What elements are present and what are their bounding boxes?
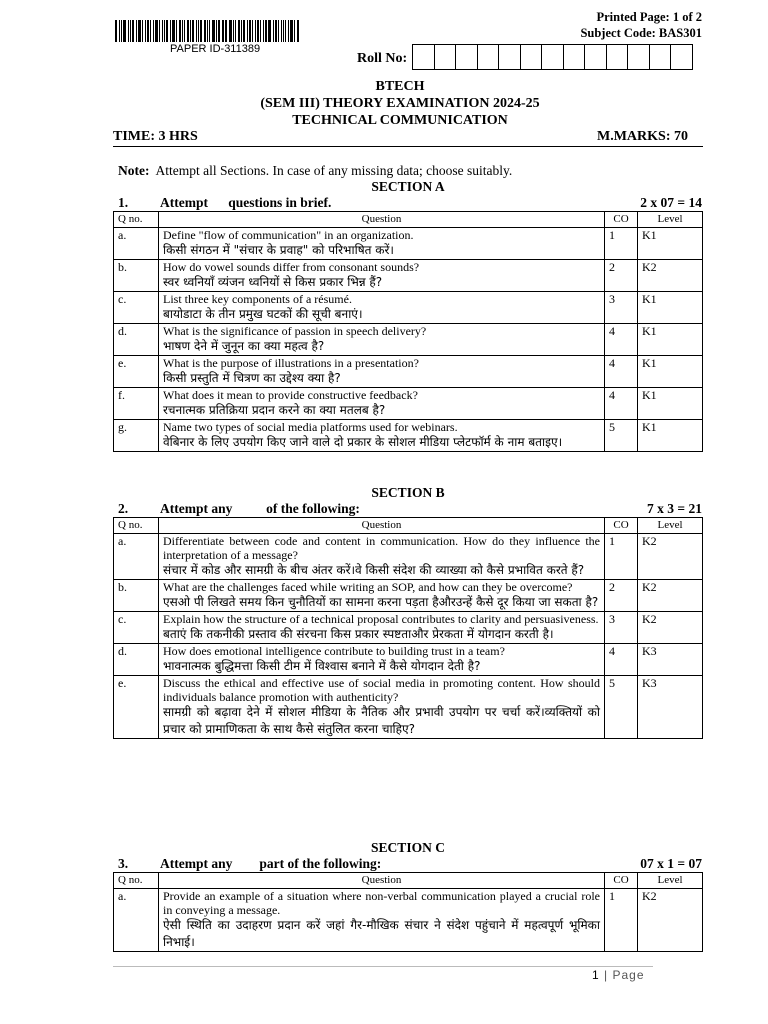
roll-no-box[interactable] [499, 44, 521, 70]
question-row [114, 292, 703, 324]
question-english: What does it mean to provide constructive feedback? [163, 388, 418, 402]
question-hindi: एसओ पी लिखते समय किन चुनौतियों का सामना करना पड़ता हैऔरउन्हें कैसे दूर किया जा सकता है? [163, 595, 599, 609]
course-outcome: 3 [605, 292, 638, 324]
table-header-row [114, 212, 703, 228]
question-hindi: भावनात्मक बुद्धिमत्ता किसी टीम में विश्वास बनाने में कैसे योगदान देती है? [163, 659, 481, 673]
section-b-title: SECTION B [371, 485, 445, 500]
bloom-level: K1 [638, 292, 703, 324]
bloom-level: K1 [638, 228, 703, 260]
question-label: b. [114, 260, 159, 292]
header-qno: Q no. [114, 873, 159, 889]
question-row [114, 612, 703, 644]
question-label: e. [114, 676, 159, 739]
question-number: 2. [118, 501, 129, 516]
bloom-level: K1 [638, 420, 703, 452]
bloom-level: K2 [638, 889, 703, 952]
question-text [159, 612, 605, 644]
section-a-table [113, 211, 703, 452]
question-hindi: ऐसी स्थिति का उदाहरण प्रदान करें जहां गैर-मौखिक संचार ने संदेश पहुंचाने में महत्वपूर्ण भूमिका निभाई। [163, 918, 600, 949]
question-row [114, 889, 703, 952]
question-english: Provide an example of a situation where non-verbal communication played a crucial role in conveying a message. [163, 889, 600, 917]
section-b-heading [118, 501, 360, 517]
question-english: What is the purpose of illustrations in a presentation? [163, 356, 419, 370]
bloom-level: K2 [638, 580, 703, 612]
roll-no-label: Roll No: [357, 51, 408, 66]
question-hindi: रचनात्मक प्रतिक्रिया प्रदान करने का क्या मतलब है? [163, 403, 386, 417]
header-divider [113, 146, 703, 147]
course-outcome: 1 [605, 889, 638, 952]
question-english: Differentiate between code and content in communication. How do they influence the interpretation of a message? [163, 534, 600, 562]
question-text [159, 292, 605, 324]
question-text [159, 388, 605, 420]
roll-no-box[interactable] [456, 44, 478, 70]
header-question: Question [159, 212, 605, 228]
question-label: f. [114, 388, 159, 420]
question-label: e. [114, 356, 159, 388]
question-row [114, 356, 703, 388]
question-row [114, 324, 703, 356]
question-label: d. [114, 324, 159, 356]
question-english: Define "flow of communication" in an organization. [163, 228, 414, 242]
section-b-table [113, 517, 703, 739]
course-outcome: 5 [605, 420, 638, 452]
section-c-title: SECTION C [371, 840, 445, 855]
bloom-level: K1 [638, 356, 703, 388]
question-label: a. [114, 228, 159, 260]
question-row [114, 534, 703, 580]
course-outcome: 5 [605, 676, 638, 739]
section-c-marks: 07 x 1 = 07 [640, 856, 702, 871]
bloom-level: K2 [638, 534, 703, 580]
question-text [159, 324, 605, 356]
instruction: Attempt questions in brief. [160, 195, 332, 210]
header-question: Question [159, 518, 605, 534]
bloom-level: K1 [638, 324, 703, 356]
question-row [114, 420, 703, 452]
page-num: 1 [592, 968, 600, 982]
question-label: c. [114, 612, 159, 644]
roll-no-box[interactable] [542, 44, 564, 70]
question-text [159, 260, 605, 292]
question-label: g. [114, 420, 159, 452]
question-label: a. [114, 889, 159, 952]
subject-title: TECHNICAL COMMUNICATION [292, 113, 508, 128]
header-level: Level [638, 873, 703, 889]
roll-no-box[interactable] [478, 44, 500, 70]
question-text [159, 580, 605, 612]
question-text [159, 228, 605, 260]
course-outcome: 4 [605, 324, 638, 356]
barcode [115, 20, 300, 42]
question-row [114, 580, 703, 612]
course-outcome: 1 [605, 534, 638, 580]
section-a-title: SECTION A [371, 179, 445, 194]
table-header-row [114, 873, 703, 889]
roll-no-box[interactable] [564, 44, 586, 70]
note-label: Note: [118, 163, 150, 178]
header-co: CO [605, 873, 638, 889]
roll-no-box[interactable] [435, 44, 457, 70]
question-hindi: संचार में कोड और सामग्री के बीच अंतर करें।वे किसी संदेश की व्याख्या को कैसे प्रभावित करते हैं? [163, 563, 585, 577]
question-text [159, 676, 605, 739]
question-english: How does emotional intelligence contribute to building trust in a team? [163, 644, 505, 658]
question-english: Discuss the ethical and effective use of social media in promoting content. How should individuals balance promotion with authenticity? [163, 676, 600, 704]
max-marks: M.MARKS: 70 [597, 129, 688, 144]
header-qno: Q no. [114, 212, 159, 228]
roll-no-box[interactable] [607, 44, 629, 70]
question-hindi: किसी प्रस्तुति में चित्रण का उद्देश्य क्या है? [163, 371, 341, 385]
question-text [159, 420, 605, 452]
bloom-level: K2 [638, 612, 703, 644]
section-c-heading [118, 856, 381, 872]
exam-time: TIME: 3 HRS [113, 129, 198, 144]
question-text [159, 356, 605, 388]
question-hindi: किसी संगठन में "संचार के प्रवाह" को परिभाषित करें। [163, 243, 394, 257]
question-hindi: बताएं कि तकनीकी प्रस्ताव की संरचना किस प्रकार स्पष्टताऔर प्रेरकता में योगदान करती है। [163, 627, 554, 641]
page-number [592, 968, 645, 982]
roll-no-boxes[interactable] [412, 44, 693, 70]
course-outcome: 1 [605, 228, 638, 260]
bloom-level: K3 [638, 644, 703, 676]
question-label: d. [114, 644, 159, 676]
roll-no-box[interactable] [671, 44, 693, 70]
question-text [159, 889, 605, 952]
roll-no-box[interactable] [521, 44, 543, 70]
header-co: CO [605, 212, 638, 228]
course-outcome: 2 [605, 260, 638, 292]
question-row [114, 260, 703, 292]
table-header-row [114, 518, 703, 534]
question-row [114, 644, 703, 676]
course-outcome: 4 [605, 356, 638, 388]
question-english: Name two types of social media platforms used for webinars. [163, 420, 458, 434]
question-hindi: वेबिनार के लिए उपयोग किए जाने वाले दो प्रकार के सोशल मीडिया प्लेटफॉर्म के नाम बताइए। [163, 435, 563, 449]
question-hindi: भाषण देने में जुनून का क्या महत्व है? [163, 339, 325, 353]
question-label: b. [114, 580, 159, 612]
question-row [114, 676, 703, 739]
header-level: Level [638, 212, 703, 228]
printed-page-info [520, 9, 702, 41]
roll-no-box[interactable] [628, 44, 650, 70]
note-text: Attempt all Sections. In case of any missing data; choose suitably. [155, 163, 513, 178]
question-text [159, 644, 605, 676]
question-text [159, 534, 605, 580]
question-row [114, 228, 703, 260]
roll-no-box[interactable] [413, 44, 435, 70]
footer-divider [113, 966, 653, 967]
page-label: | Page [599, 968, 645, 982]
course-title: BTECH [375, 79, 425, 94]
header-qno: Q no. [114, 518, 159, 534]
question-label: a. [114, 534, 159, 580]
question-english: List three key components of a résumé. [163, 292, 352, 306]
question-number: 3. [118, 856, 129, 871]
exam-title: (SEM III) THEORY EXAMINATION 2024-25 [260, 96, 540, 111]
instruction: Attempt any part of the following: [160, 856, 382, 871]
header-co: CO [605, 518, 638, 534]
course-outcome: 4 [605, 644, 638, 676]
question-english: What is the significance of passion in speech delivery? [163, 324, 427, 338]
course-outcome: 2 [605, 580, 638, 612]
course-outcome: 4 [605, 388, 638, 420]
course-outcome: 3 [605, 612, 638, 644]
question-number: 1. [118, 195, 129, 210]
instruction: Attempt any of the following: [160, 501, 360, 516]
roll-no-box[interactable] [585, 44, 607, 70]
question-row [114, 388, 703, 420]
subject-code: Subject Code: BAS301 [580, 26, 702, 40]
note [118, 163, 512, 179]
question-hindi: स्वर ध्वनियाँ व्यंजन ध्वनियों से किस प्रकार भिन्न हैं? [163, 275, 383, 289]
question-english: Explain how the structure of a technical proposal contributes to clarity and persuasiveness. [163, 612, 599, 626]
section-b-marks: 7 x 3 = 21 [647, 501, 702, 516]
section-c-table [113, 872, 703, 952]
printed-page: Printed Page: 1 of 2 [596, 10, 702, 24]
bloom-level: K3 [638, 676, 703, 739]
question-english: How do vowel sounds differ from consonant sounds? [163, 260, 420, 274]
question-hindi: सामग्री को बढ़ावा देने में सोशल मीडिया के नैतिक और प्रभावी उपयोग पर चर्चा करें।व्यक्तियों को प्रचार को प्रामाणिकता के साथ कैसे संतुलित करना चाहिए? [163, 705, 600, 736]
roll-no-box[interactable] [650, 44, 672, 70]
bloom-level: K1 [638, 388, 703, 420]
header-level: Level [638, 518, 703, 534]
bloom-level: K2 [638, 260, 703, 292]
section-a-heading [118, 195, 331, 211]
paper-id: PAPER ID-311389 [170, 43, 261, 55]
question-label: c. [114, 292, 159, 324]
question-english: What are the challenges faced while writing an SOP, and how can they be overcome? [163, 580, 573, 594]
question-hindi: बायोडाटा के तीन प्रमुख घटकों की सूची बनाएं। [163, 307, 363, 321]
section-a-marks: 2 x 07 = 14 [640, 195, 702, 210]
header-question: Question [159, 873, 605, 889]
